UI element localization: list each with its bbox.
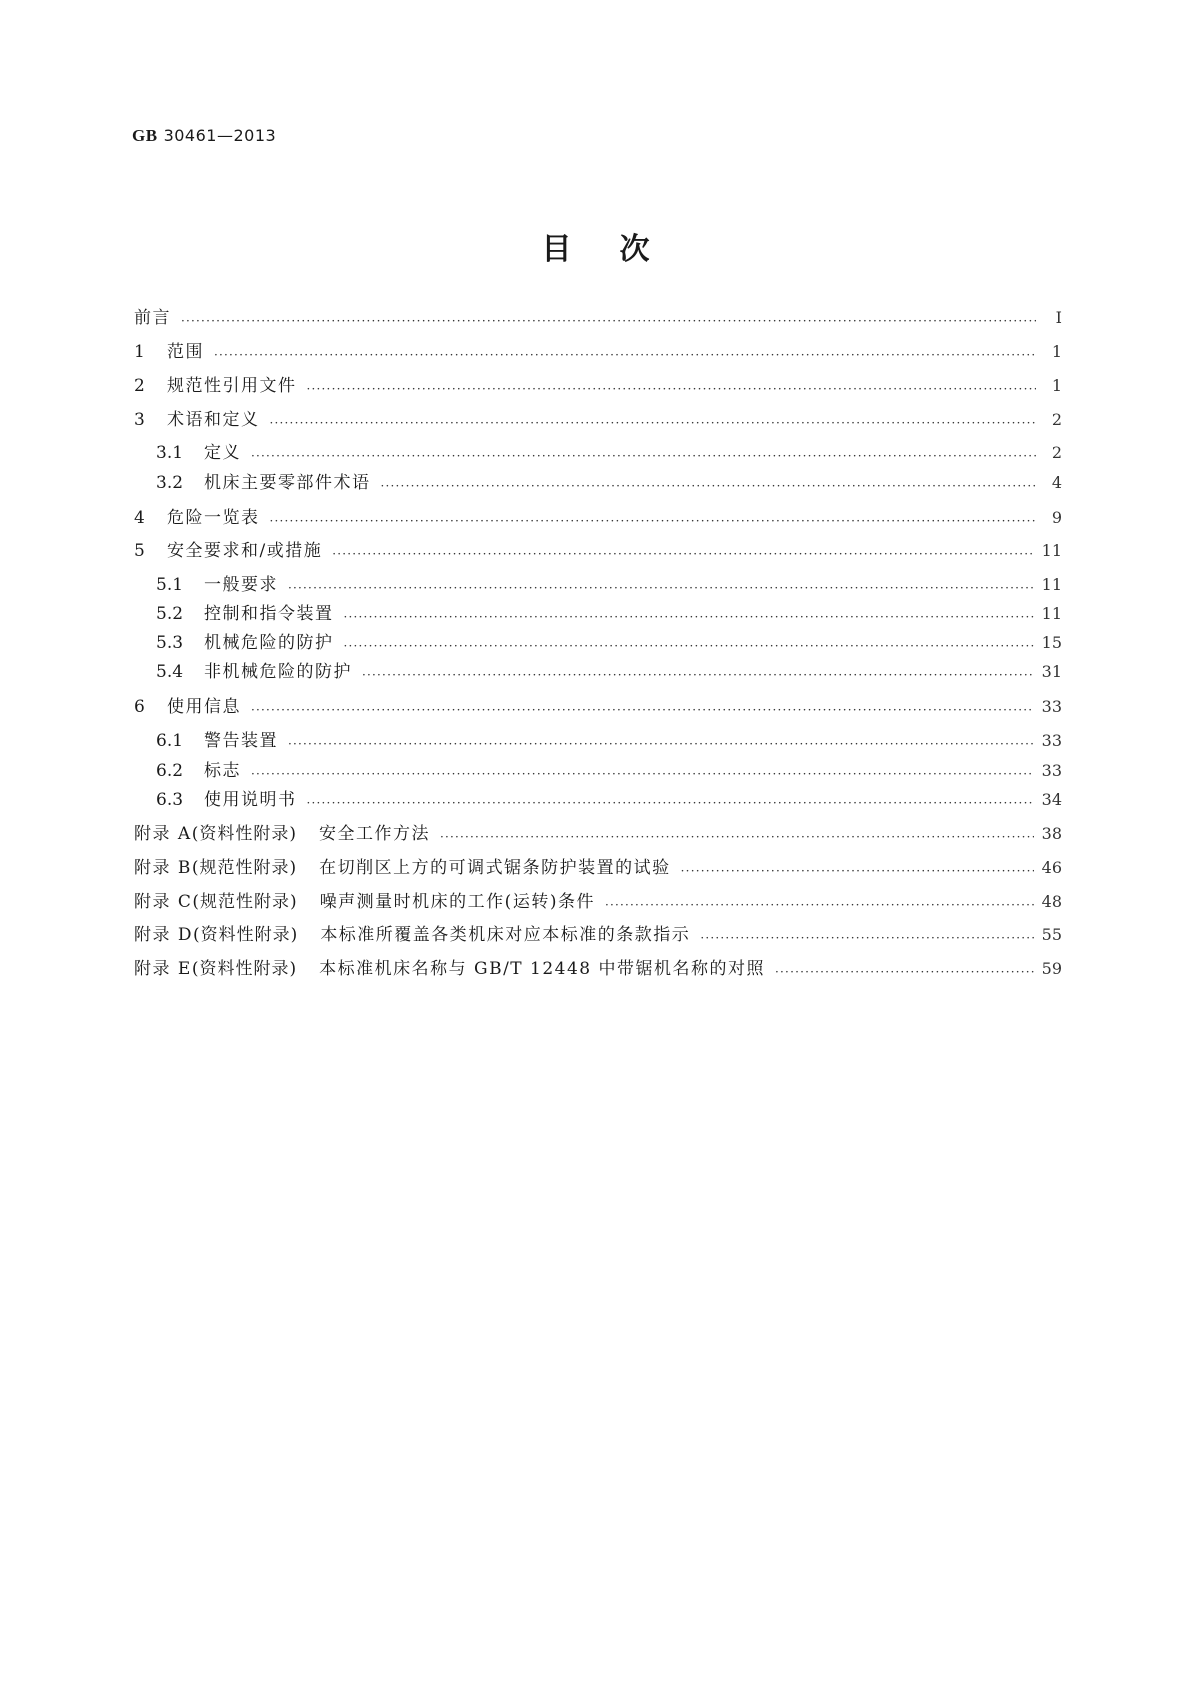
toc-entry-5-2[interactable] <box>156 601 1062 627</box>
toc-entry-label: 警告装置 <box>204 731 278 751</box>
appendix-prefix: 附录 A <box>134 824 192 844</box>
toc-entry-page: 1 <box>1051 342 1062 361</box>
toc-entry-6-2[interactable] <box>156 758 1062 784</box>
dot-leader <box>214 345 1036 365</box>
toc-entry-label: 机床主要零部件术语 <box>204 473 371 493</box>
dot-leader <box>288 578 1034 598</box>
appendix-prefix: 附录 D <box>134 925 194 945</box>
toc-entry-label: 一般要求 <box>204 575 278 595</box>
dot-leader <box>681 861 1034 881</box>
toc-entry-label: 范围 <box>167 342 204 362</box>
appendix-page: 55 <box>1041 925 1062 944</box>
dot-leader <box>251 700 1034 720</box>
appendix-page: 48 <box>1041 892 1062 911</box>
standard-number: 30461—2013 <box>163 126 277 145</box>
toc-entry-4[interactable] <box>134 505 1062 531</box>
toc-entry-page: Ⅰ <box>1055 308 1062 327</box>
appendix-page: 38 <box>1041 824 1062 843</box>
toc-entry-label: 控制和指令装置 <box>204 604 334 624</box>
toc-entry-number: 1 <box>134 342 145 362</box>
dot-leader <box>700 928 1033 948</box>
toc-entry-page: 9 <box>1051 508 1062 527</box>
toc-entry-page: 33 <box>1041 697 1062 716</box>
appendix-category: (资料性附录) <box>191 824 297 844</box>
toc-entry-number: 2 <box>134 376 145 396</box>
dot-leader <box>344 636 1034 656</box>
dot-leader <box>270 511 1037 531</box>
toc-entry-label: 使用信息 <box>167 697 241 717</box>
dot-leader <box>288 734 1034 754</box>
toc-entry-3[interactable] <box>134 407 1062 433</box>
dot-leader <box>775 962 1034 982</box>
dot-leader <box>605 895 1034 915</box>
dot-leader <box>307 379 1037 399</box>
toc-appendix-b[interactable] <box>134 855 1062 881</box>
appendix-prefix: 附录 C <box>134 892 193 912</box>
dot-leader <box>440 827 1034 847</box>
dot-leader <box>181 311 1036 331</box>
toc-entry-page: 31 <box>1041 662 1062 681</box>
dot-leader <box>344 607 1034 627</box>
dot-leader <box>307 793 1034 813</box>
toc-entry-label: 标志 <box>204 761 241 781</box>
toc-entry-number: 6 <box>134 697 145 717</box>
dot-leader <box>381 476 1037 496</box>
toc-entry-number: 3.1 <box>156 443 184 463</box>
toc-entry-page: 34 <box>1041 790 1062 809</box>
toc-entry-label: 非机械危险的防护 <box>204 662 352 682</box>
appendix-label: 在切削区上方的可调式锯条防护装置的试验 <box>319 858 671 878</box>
toc-entry-label: 安全要求和/或措施 <box>167 541 323 561</box>
toc-entry-number: 5.2 <box>156 604 184 624</box>
appendix-category: (资料性附录) <box>191 959 298 979</box>
toc-title: 目次 <box>541 232 698 267</box>
toc-entry-number: 6.1 <box>156 731 184 751</box>
toc-entry-number: 5.3 <box>156 633 184 653</box>
toc-entry-3-1[interactable] <box>156 440 1062 466</box>
toc-entry-number: 4 <box>134 508 145 528</box>
toc-entry-label: 机械危险的防护 <box>204 633 334 653</box>
toc-entry-number: 6.2 <box>156 761 184 781</box>
appendix-label: 本标准机床名称与 GB/T 12448 中带锯机名称的对照 <box>319 959 766 979</box>
toc-entry-label: 使用说明书 <box>204 790 297 810</box>
toc-appendix-c[interactable] <box>134 889 1062 915</box>
toc-entry-page: 11 <box>1041 541 1062 560</box>
appendix-page: 59 <box>1041 959 1062 978</box>
toc-entry-number: 5 <box>134 541 145 561</box>
toc-entry-page: 15 <box>1041 633 1062 652</box>
dot-leader <box>251 764 1034 784</box>
toc-entry-number: 5.4 <box>156 662 184 682</box>
appendix-category: (资料性附录) <box>193 925 299 945</box>
toc-entry-5-3[interactable] <box>156 630 1062 656</box>
toc-entry-6[interactable] <box>134 694 1062 720</box>
toc-entry-5[interactable] <box>134 538 1062 564</box>
dot-leader <box>251 446 1036 466</box>
toc-entry-page: 2 <box>1051 443 1062 462</box>
toc-entry-5-4[interactable] <box>156 659 1062 685</box>
toc-entry-2[interactable] <box>134 373 1062 399</box>
toc-entry-label: 术语和定义 <box>167 410 260 430</box>
appendix-prefix: 附录 B <box>134 858 192 878</box>
appendix-page: 46 <box>1041 858 1062 877</box>
toc-entry-6-3[interactable] <box>156 787 1062 813</box>
toc-entry-page: 4 <box>1051 473 1062 492</box>
toc-entry-foreword[interactable] <box>134 305 1062 331</box>
toc-entry-label: 危险一览表 <box>167 508 260 528</box>
toc-entry-number: 3.2 <box>156 473 184 493</box>
toc-entry-number: 5.1 <box>156 575 184 595</box>
dot-leader <box>270 413 1037 433</box>
toc-entry-page: 2 <box>1051 410 1062 429</box>
toc-entry-page: 11 <box>1041 604 1062 623</box>
appendix-prefix: 附录 E <box>134 959 192 979</box>
toc-appendix-d[interactable] <box>134 922 1062 948</box>
appendix-label: 本标准所覆盖各类机床对应本标准的条款指示 <box>320 925 691 945</box>
dot-leader <box>362 665 1034 685</box>
appendix-label: 噪声测量时机床的工作(运转)条件 <box>319 892 595 912</box>
standard-header <box>132 126 276 146</box>
toc-entry-label: 定义 <box>204 443 241 463</box>
toc-entry-page: 11 <box>1041 575 1062 594</box>
toc-entry-page: 33 <box>1041 731 1062 750</box>
toc-entry-number: 3 <box>134 410 145 430</box>
dot-leader <box>332 544 1033 564</box>
appendix-label: 安全工作方法 <box>318 824 430 844</box>
appendix-category: (规范性附录) <box>191 858 298 878</box>
toc-entry-5-1[interactable] <box>156 572 1062 598</box>
toc-entry-3-2[interactable] <box>156 470 1062 496</box>
toc-entry-number: 6.3 <box>156 790 184 810</box>
toc-entry-page: 33 <box>1041 761 1062 780</box>
toc-appendix-a[interactable] <box>134 821 1062 847</box>
toc-entry-label: 前言 <box>134 308 171 328</box>
toc-entry-6-1[interactable] <box>156 728 1062 754</box>
toc-entry-page: 1 <box>1051 376 1062 395</box>
toc-appendix-e[interactable] <box>134 956 1062 982</box>
toc-entry-1[interactable] <box>134 339 1062 365</box>
toc-entry-label: 规范性引用文件 <box>167 376 297 396</box>
appendix-category: (规范性附录) <box>192 892 298 912</box>
standard-prefix: GB <box>132 126 158 145</box>
